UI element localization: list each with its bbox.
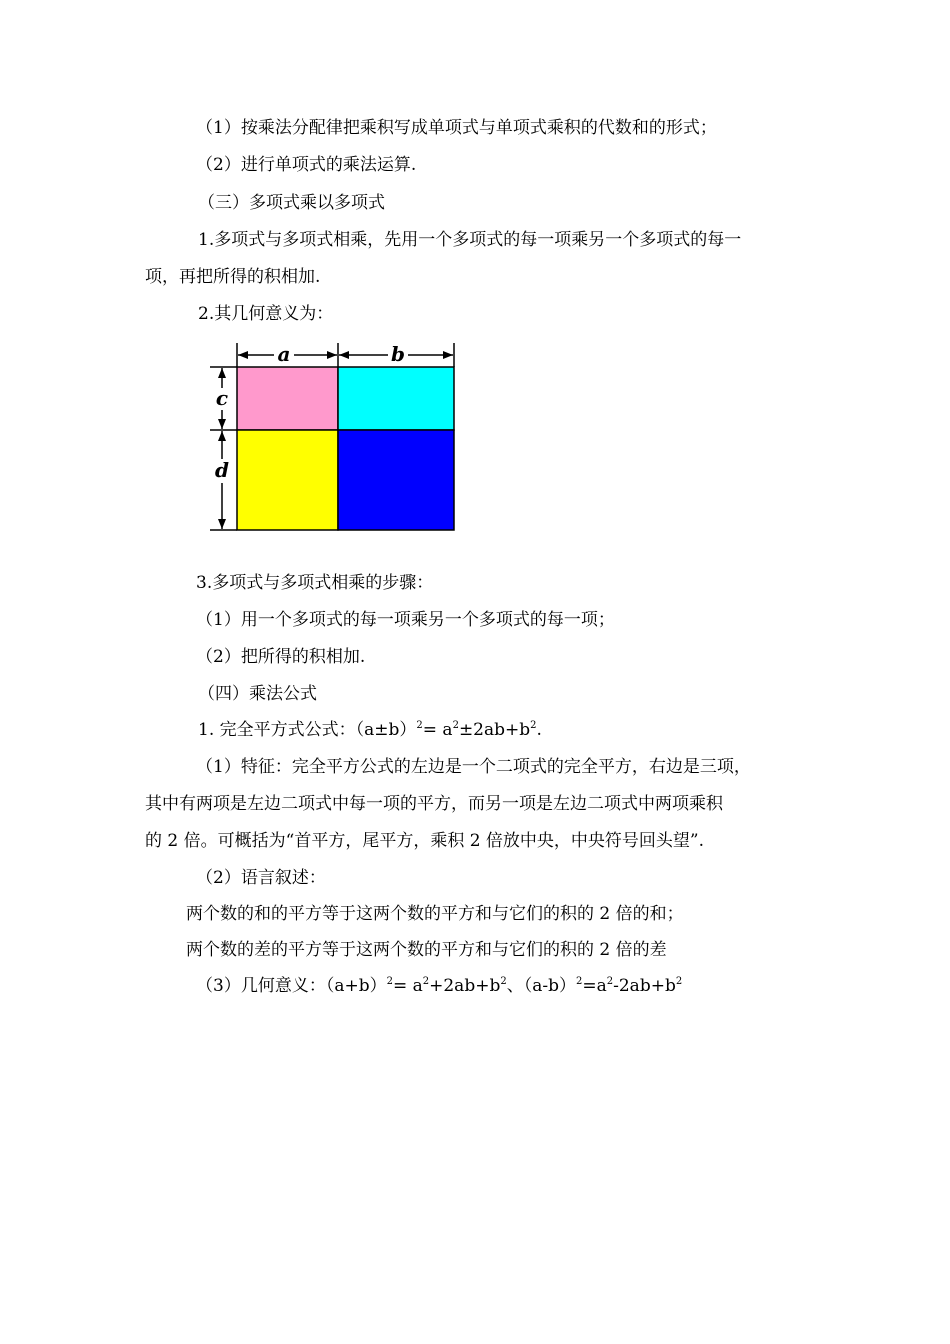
arrowhead-d-top bbox=[218, 431, 226, 441]
line-distributive: （1）按乘法分配律把乘积写成单项式与单项式乘积的代数和的形式； bbox=[196, 118, 717, 138]
line-verbal-sum: 两个数的和的平方等于这两个数的平方和与它们的积的 2 倍的和； bbox=[186, 904, 684, 924]
line-feature-2: 其中有两项是左边二项式中每一项的平方，而另一项是左边二项式中两项乘积 bbox=[145, 794, 723, 814]
area-rect-bd bbox=[338, 430, 454, 530]
formula-geometric: （3）几何意义：$(a+b)^2= a^2+2ab+b^2$、$(a-b)^2=a^2-2ab+b^2$ bbox=[196, 976, 683, 996]
line-poly-rule-1: 1.多项式与多项式相乘，先用一个多项式的每一项乘另一个多项式的每一 bbox=[198, 230, 742, 250]
arrowhead-c-bottom bbox=[218, 419, 226, 429]
arrowhead-a-right bbox=[327, 351, 337, 359]
label-b: b bbox=[391, 342, 405, 366]
arrowhead-c-top bbox=[218, 368, 226, 378]
formula-perfect-square: 1. 完全平方式公式：$(a\pm b)^2= a^2\pm 2ab+b^2$. bbox=[198, 720, 542, 740]
area-rect-ad bbox=[237, 430, 338, 530]
label-d: d bbox=[215, 458, 229, 482]
line-verbal-diff: 两个数的差的平方等于这两个数的平方和与它们的积的 2 倍的差 bbox=[186, 940, 667, 960]
area-rect-bc bbox=[338, 367, 454, 430]
line-feature-1: （1）特征：完全平方公式的左边是一个二项式的完全平方，右边是三项， bbox=[196, 757, 751, 777]
line-steps-heading: 3.多项式与多项式相乘的步骤： bbox=[196, 573, 434, 593]
line-step-1: （1）用一个多项式的每一项乘另一个多项式的每一项； bbox=[196, 610, 615, 630]
line-monomial-multiply: （2）进行单项式的乘法运算. bbox=[196, 155, 417, 175]
arrowhead-b-right bbox=[443, 351, 453, 359]
line-geometric-meaning: 2.其几何意义为： bbox=[198, 304, 334, 324]
label-c: c bbox=[215, 386, 229, 410]
line-feature-3: 的 2 倍。可概括为“首平方，尾平方，乘积 2 倍放中央，中央符号回头望”. bbox=[145, 831, 705, 851]
area-model-figure bbox=[200, 340, 462, 536]
arrowhead-a-left bbox=[238, 351, 248, 359]
arrowhead-b-left bbox=[339, 351, 349, 359]
line-step-2: （2）把所得的积相加. bbox=[196, 647, 366, 667]
section-heading-4: （四）乘法公式 bbox=[198, 684, 317, 704]
line-verbal-heading: （2）语言叙述： bbox=[196, 868, 326, 888]
label-a: a bbox=[277, 342, 291, 366]
arrowhead-d-bottom bbox=[218, 519, 226, 529]
line-poly-rule-2: 项，再把所得的积相加. bbox=[145, 267, 321, 287]
area-rect-ac bbox=[237, 367, 338, 430]
section-heading-3: （三）多项式乘以多项式 bbox=[198, 193, 385, 213]
